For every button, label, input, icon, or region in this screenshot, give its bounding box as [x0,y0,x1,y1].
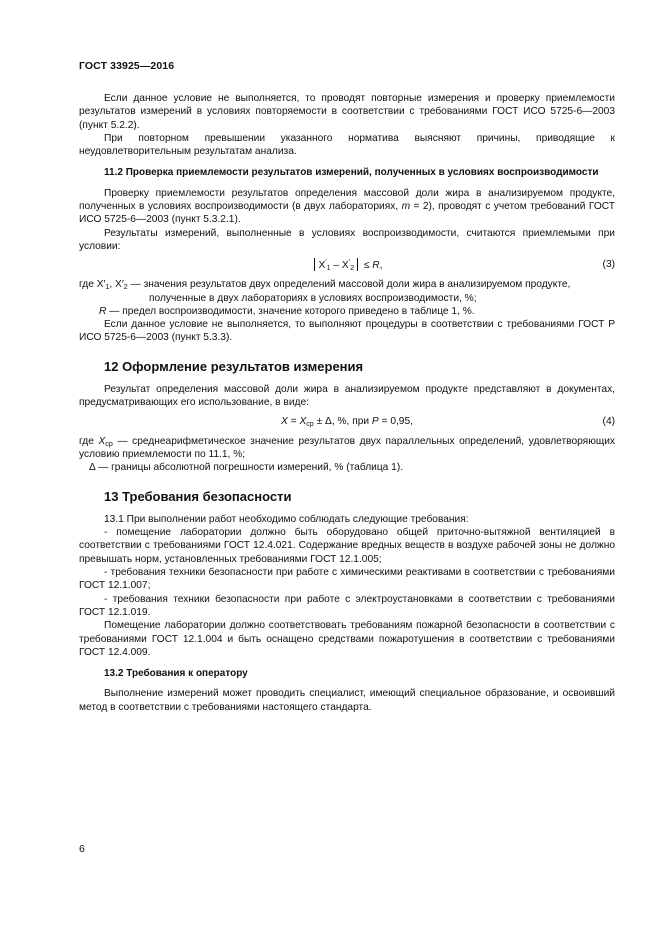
subsection-11-2-title: 11.2 Проверка приемлемости результатов измерений, полученных в условиях воспроизводимости [104,167,599,179]
page-number: 6 [79,843,85,855]
page-content [79,92,615,714]
where-clause: где $X_{ср}$ — среднеарифметическое значение результатов двух параллельных определений, удовлетворяющих условию приемлемости по 11.1, %; [79,435,616,460]
formula-3 [79,258,615,272]
formula-number: (3) [602,259,615,271]
paragraph: Выполнение измерений может проводить специалист, имеющий специальное образование, и освоивший метод в соответствии с требованиями настоящего стандарта. [79,688,615,713]
paragraph: Помещение лаборатории должно соответствовать требованиям пожарной безопасности в соответствии с требованиями ГОСТ 12.1.004 и быть оснащено средствами пожаротушения в соответствии с требованиями ГОСТ 12.4.009. [79,620,615,658]
section-12-title: 12 Оформление результатов измерения [104,358,364,374]
section-13-title: 13 Требования безопасности [104,488,292,504]
where-clause-continuation: полученные в двух лабораториях в условиях воспроизводимости, %; [149,292,477,304]
formula-4 [79,415,615,429]
document-code-header: ГОСТ 33925—2016 [79,60,175,72]
paragraph: Результат определения массовой доли жира в анализируемом продукте представляют в документах, предусматривающих его использование, в виде: [79,384,615,409]
definition-R: R — предел воспроизводимости, значение которого приведено в таблице 1, %. [99,305,475,317]
list-item: - требования техники безопасности при работе с химическими реактивами в соответствии с требованиями ГОСТ 12.1.007; [79,567,615,592]
paragraph: Результаты измерений, выполненные в условиях воспроизводимости, считаются приемлемыми при условии: [79,227,615,252]
definition-delta: Δ — границы абсолютной погрешности измерений, % (таблица 1). [89,462,404,474]
paragraph: Проверку приемлемости результатов определения массовой доли жира в анализируемом продукте, полученных в условиях воспроизводимости (в двух лабораториях, m = 2), проводят с учетом требований ГОСТ ИСО 5725-6—2003 (пункт 5.3.2.1). [79,187,615,226]
formula-number: (4) [602,415,615,427]
formula-expression: $X = X_{ср} \pm \Delta$, %, при P = 0,95, [281,415,413,428]
formula-expression: $X'_1 - X'_2 \le R$, [79,258,615,272]
where-clause: где $X'_1$, $X'_2$ — значения результатов двух определений массовой доли жира в анализируемом продукте, [79,279,571,292]
subsection-13-2-title: 13.2 Требования к оператору [104,668,248,680]
list-item: - требования техники безопасности при работе с электроустановками в соответствии с требованиями ГОСТ 12.1.019. [79,593,615,618]
list-item: - помещение лаборатории должно быть оборудовано общей приточно-вытяжной вентиляцией в соответствии с требованиями ГОСТ 12.4.021. Содержание вредных веществ в воздухе рабочей зоны не должно превышать норм, установленных требованиями ГОСТ 12.1.005; [79,527,615,565]
paragraph: Если данное условие не выполняется, то выполняют процедуры в соответствии с требованиями ГОСТ Р ИСО 5725-6—2003 (пункт 5.3.3). [79,319,615,344]
paragraph: При повторном превышении указанного норматива выясняют причины, приводящие к неудовлетворительным результатам анализа. [79,132,615,158]
paragraph: 13.1 При выполнении работ необходимо соблюдать следующие требования: [104,513,469,525]
paragraph: Если данное условие не выполняется, то проводят повторные измерения и проверку приемлемости результатов измерений в условиях повторяемости в соответствии с требованиями ГОСТ ИСО 5725-6—2003 (пункт 5.2.2). [79,93,615,131]
